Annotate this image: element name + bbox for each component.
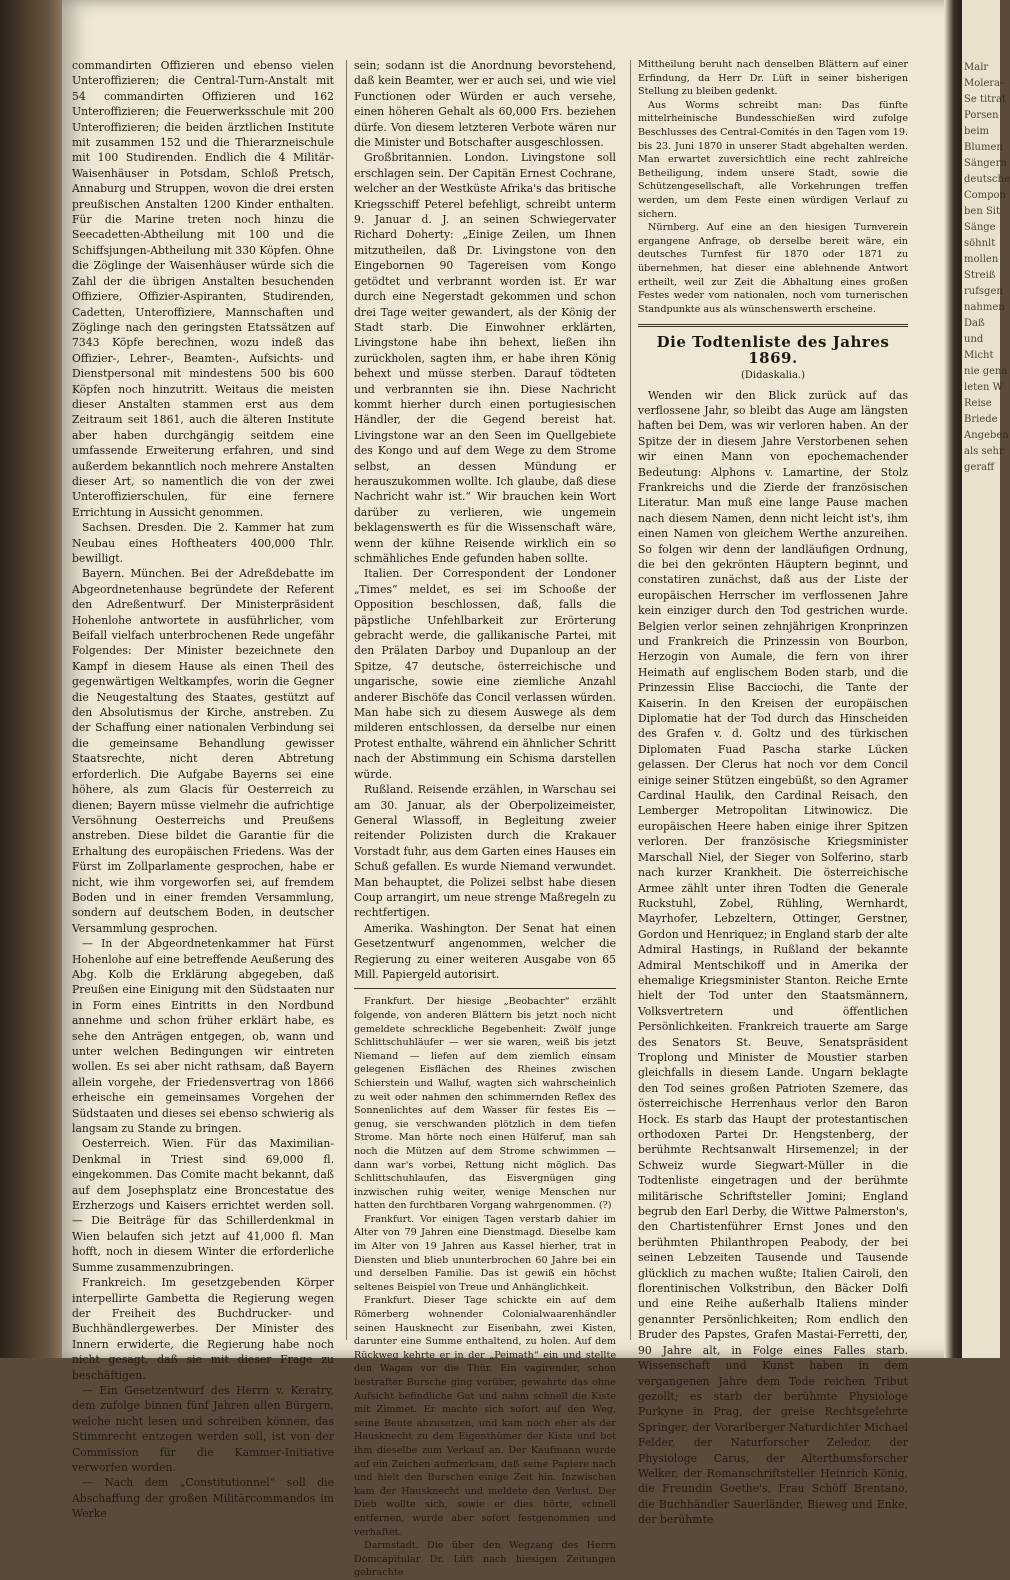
article-grossbritannien: Großbritannien. London. Livingstone soll erschlagen sein. Der Capitän Ernest Cochrane, welcher an der Westküste Afrika's das britische Kriegsschiff Peterel befehligt, schreibt unterm 9. Januar d. J. an seinen Schwiegervater Richard Doherty: „Einige Zeilen, um Ihnen mitzutheilen, daß Dr. Livingstone von den Eingebornen 90 Tagereisen vom Kongo getödtet und verbrannt worden ist. Er war durch eine Negerstadt gekommen und schon drei Tage weiter gewandert, als der König der Stadt starb. Die Einwohner erklärten, Livingstone habe ihn behext, ließen ihn zurückholen, sagten ihm, er habe ihren König behext und müsse sterben. Darauf tödteten und verbrannten sie ihn. Diese Nachricht kommt hierher durch einen portugiesischen Händler, der die Gegend bereist hat. Livingstone war an den Seen im Quellgebiete des Kongo und auf dem Wege zu dem Strome selbst, an dessen Mündung er herauszukommen wollte. Ich glaube, daß diese Nachricht wahr ist.“ Wir brauchen kein Wort darüber zu verlieren, wie ungemein beklagenswerth es für die Wissenschaft wäre, wenn der kühne Reisende wirklich ein so schmähliches Ende gefunden haben sollte. — [354, 151, 616, 565]
article-bayern: Bayern. München. Bei der Adreßdebatte im Abgeordnetenhause begründete der Referent den Adreßentwurf. Der Ministerpräsident Hohenlohe antwortete in ausführlicher, vom Beifall vielfach unterbrochenen Rede ungefähr Folgendes: Der Minister bezeichnete den Kampf in diesem Hause als einen Theil des gegenwärtigen Weltkampfes, worin die Gegner die Neugestaltung des Staates, gestützt auf den Absolutismus der Kirche, anstreben. Zu der Schaffung einer nationalen Verbindung sei die gemeinsame Behandlung gewisser Staatsrechte, nicht deren Abtretung erforderlich. Die Aufgabe Bayerns sei eine höhere, als zum Glacis für Oesterreich zu dienen; Bayern müsse vielmehr die aufrichtige Versöhnung Oesterreichs und Preußens anstreben. Diese bildet die Garantie für die Erhaltung des europäischen Friedens. Was der Fürst im Zollparlamente gesprochen, habe er nicht, wie ihm vorgeworfen sei, auf fremdem Boden und in einer fremden Versammlung, sondern auf deutschem Boden, in deutscher Versammlung gesprochen. — [72, 567, 334, 935]
article-russland: Rußland. Reisende erzählen, in Warschau sei am 30. Januar, als der Oberpolizeimeister, General Wlassoff, in Begleitung zweier reitender Polizisten durch die Krakauer Vorstadt fuhr, aus dem Garten eines Hauses ein Schuß gefallen. Es wurde Niemand verwundet. Man behauptet, die Polizei selbst habe diesen Coup arrangirt, um neue strenge Maßregeln zu rechtfertigen. — [354, 783, 616, 920]
article-bayern-hohenlohe: — In der Abgeordnetenkammer hat Fürst Hohenlohe auf eine betreffende Aeußerung des Abg. Kolb die Erklärung abgegeben, daß Preußen eine Einigung mit den Südstaaten nur in Form eines Eintritts in den Nordbund annehme und schon früher erklärt habe, es sehe den Anträgen entgegen, ob, wann und unter welchen Bedingungen wir eintreten wollen. Es sei aber nicht rathsam, daß Bayern allein vorgehe, der Friedensvertrag von 1866 erheische ein gemeinsames Vorgehen der Südstaaten und dieses sei ebenso schwierig als langsam zu Stande zu bringen. — [72, 937, 334, 1136]
column-3 — [638, 58, 908, 1527]
article-darmstadt-continued: Mittheilung beruht nach denselben Blättern auf einer Erfindung, da Herr Dr. Lüft in seiner bisherigen Stellung zu bleiben gedenkt. — [638, 59, 908, 98]
article-amerika: Amerika. Washington. Der Senat hat einen Gesetzentwurf angenommen, welcher die Regierung zu einer weiteren Ausgabe von 65 Mill. Papiergeld autorisirt. — [354, 921, 616, 981]
article-military-institutions: commandirten Offizieren und ebenso vielen Unteroffizieren; die Central-Turn-Anstalt mit 54 commandirten Offizieren und 162 Unteroffizieren; die Feuerwerksschule mit 200 Unteroffizieren; die beiden ärztlichen Institute mit zusammen 152 und die Thierarzneischule mit 100 Studirenden. Endlich die 4 Militär-Waisenhäuser in Potsdam, Schloß Pretsch, Annaburg und Struppen, wovon die drei ersten preußischen Anstalten 1200 Kinder enthalten. Für die Marine treten noch hinzu die Seecadetten-Abtheilung mit 100 und die Schiffsjungen-Abtheilung mit 330 Köpfen. Ohne die Zöglinge der Waisenhäuser würde sich die Zahl der die übrigen Anstalten besuchenden Offiziere, Offizier-Aspiranten, Studirenden, Cadetten, Unteroffiziere, Mannschaften und Zöglinge nach den geringsten Etatssätzen auf 7343 Köpfe berechnen, wozu indeß das Offizier-, Lehrer-, Beamten-, Aufsichts- und Dienstpersonal mit mindestens 500 bis 600 Köpfen noch hinzutritt. Weitaus die meisten dieser Anstalten stammen erst aus dem Zeitraum seit 1861, auch die älteren Institute aber haben durchgängig seitdem eine umfassende Erweiterung erfahren, und sind außerdem bekanntlich noch mehrere Anstalten dieser Art, so namentlich die von der zwei Unteroffizierschulen, für eine fernere Errichtung in Aussicht genommen. — [72, 59, 334, 519]
book-spine — [0, 0, 62, 1358]
column-1 — [72, 58, 334, 1521]
adjacent-page-edge — [962, 0, 1010, 1358]
article-continuation: sein; sodann ist die Anordnung bevorstehend, daß kein Beamter, wer er auch sei, und wie viel Functionen oder Würden er auch versehe, einen höheren Gehalt als 60,000 Frs. beziehen dürfe. Von diesem letzteren Verbote wären nur die Minister und Botschafter ausgeschlossen. — [354, 59, 616, 150]
article-todtenliste: Wenden wir den Blick zurück auf das verflossene Jahr, so bleibt das Auge am längsten haften bei Dem, was wir verloren haben. An der Spitze der in diesem Jahre Verstorbenen sehen wir einen Mann von epochemachender Bedeutung: Alphons v. Lamartine, der Stolz Frankreichs und die Zierde der französischen Literatur. Man muß eine lange Pause machen nach diesem Namen, denn nicht leicht ist's, ihm einen Namen von gleichem Werthe anzureihen. So folgen wir denn der landläufigen Ordnung, die bei den gekrönten Häuptern beginnt, und constatiren zunächst, daß aus der Liste der europäischen Herrscher im verflossenen Jahre kein einziger durch den Tod gestrichen wurde. Belgien verlor seinen zehnjährigen Kronprinzen und Frankreich die Prinzessin von Bourbon, Herzogin von Aumale, die fern von ihrer Heimath auf englischem Boden starb, und die Prinzessin Elise Bacciochi, die Tante der Kaiserin. In den Kreisen der europäischen Diplomatie hat der Tod durch das Hinscheiden des Grafen v. d. Goltz und des türkischen Diplomaten Fuad Pascha starke Lücken gelassen. Der Clerus hat noch vor dem Concil einige seiner Stützen eingebüßt, so den Agramer Cardinal Haulik, den Cardinal Reisach, den Lemberger Metropolitan Litwinowicz. Die europäischen Heere haben einige ihrer Spitzen verloren. Der französische Kriegsminister Marschall Niel, der Sieger von Solferino, starb nach kurzer Krankheit. Die österreichische Armee zählt unter ihren Todten die Generale Ruckstuhl, Zobel, Rühling, Wernhardt, Mayrhofer, Lebzeltern, Ottinger, Gerstner, Gordon und Henriquez; in England starb der alte Admiral Hastings, in Rußland der bekannte Admiral Mentschikoff und in Amerika der ehemalige Kriegsminister Stanton. Reiche Ernte hielt der Tod unter den Staatsmännern, Volksvertretern und öffentlichen Persönlichkeiten. Frankreich trauerte am Sarge des Senators St. Beuve, Senatspräsident Troplong und Minister de Moustier starben gleichfalls in diesem Lande. Ungarn beklagte den Tod seines großen Patrioten Szemere, das österreichische Herrenhaus verlor den Baron Hock. Es starb das Haupt der protestantischen orthodoxen Partei Dr. Hengstenberg, der berühmte Rechtsanwalt Hirsemenzel; in der Schweiz wurde Siegwart-Müller in die Todtenliste eingetragen und der berühmte militärische Schriftsteller Jomini; England begrub den Earl Derby, die Wittwe Palmerston's, den Chartistenführer Ernst Jones und den berühmten Philanthropen Peabody, der bei seinen Lebzeiten Tausende und Tausende glücklich zu machen wußte; Italien Cairoli, den florentinischen Volkstribun, den Bäcker Dolfi und eine Reihe außerhalb Italiens minder genannter Persönlichkeiten; Rom endlich den Bruder des Papstes, Grafen Mastai-Ferretti, der, 90 Jahre alt, in Folge eines Falles starb. Wissenschaft und Kunst haben in dem vergangenen Jahre dem Tode reichen Tribut gezollt; es starb der berühmte Physiologe Purkyne in Prag, der greise Rechtsgelehrte Springer, der Vorarlberger Naturdichter Michael Felder, der Naturforscher Zeledor, der Physiologe Carus, der Alterthumsforscher Welker, der Romanschriftsteller Heinrich König, die Freundin Goethe's, Frau Schöff Brentano, die Buchhändler Sauerländer, Bieweg und Enke, der berühmte — [638, 388, 908, 1527]
article-frankfurt-theft: Frankfurt. Dieser Tage schickte ein auf dem Römerberg wohnender Colonialwaarenhändler seinen Hausknecht zur Eisenbahn, zwei Kisten, darunter eine Summe enthaltend, zu holen. Auf dem Rückweg kehrte er in der „Peimath“ ein und stellte den Wagen vor die Thür. Ein vagirender, schon bestrafter Bursche ging vorüber, gewahrte das ohne Aufsicht befindliche Gut und nahm schnell die Kiste mit Zimmet. Er machte sich sofort auf den Weg, seine Beute abzusetzen, und kam noch eher als der Hausknecht zu dem Eigenthümer der Kiste und bot ihm dieselbe zum Verkauf an. Der Kaufmann wurde auf ein Zeichen aufmerksam, daß seine Papiere nach und hielt den Burschen einige Zeit hin. Inzwischen kam der Hausknecht und meldete den Verlust. Der Dieb wollte sich, sowie er dies hörte, schnell entfernen, wurde aber sofort festgenommen und verhaftet. — [354, 1295, 616, 1538]
feature-heading: Die Todtenliste des Jahres 1869. — [656, 333, 890, 367]
article-sachsen: Sachsen. Dresden. Die 2. Kammer hat zum Neubau eines Hoftheaters 400,000 Thlr. bewilligt. — [72, 521, 334, 565]
article-keratry: — Ein Gesetzentwurf des Herrn v. Keratry, dem zufolge binnen fünf Jahren allen Bürgern, welche nicht lesen und schreiben können, das Stimmrecht entzogen werden soll, ist von der Commission für die Kammer-Initiative verworfen worden. — [72, 1383, 334, 1474]
column-divider — [630, 60, 631, 1340]
article-frankreich: Frankreich. Im gesetzgebenden Körper interpellirte Gambetta die Regierung wegen der Freiheit des Buchdrucker- und Buchhändlergewerbes. Der Minister des Innern erwiderte, die Regierung habe noch nicht gesagt, daß sie mit dieser Frage zu beschäftigen. — [72, 1276, 334, 1382]
adjacent-page-text: Malr Molera- Se titrat Porsen beim Blumen Sängern deutsche Compon ben Sit Sänge söhnlt mollen Streiß rufsgen nahmen Daß und Micht nie gena leten W Reise Briede Angeben als sehr geraff — [964, 62, 1010, 473]
column-2 — [354, 58, 616, 1579]
article-frankfurt-skaters: Frankfurt. Der hiesige „Beobachter“ erzählt folgende, von anderen Blättern bis jetzt noch nicht gemeldete schreckliche Begebenheit: Zwölf junge Schlittschuhläufer — wer sie waren, weiß bis jetzt Niemand — liefen auf dem ziemlich einsam gelegenen Eisflächen des Rheines zwischen Schierstein und Walluf, wagten sich wahrscheinlich zu weit oder nahmen den schimmernden Reflex des Sonnenlichtes auf dem Wasser für festes Eis — genug, sie verschwanden plötzlich in dem tiefen Strome. Man hörte noch einen Hülferuf, man sah noch die Mützen auf dem Strome schwimmen — dann war's vorbei, Rettung nicht möglich. Das Schlittschuhlaufen, das Eisvergnügen ging inzwischen ruhig weiter, wenige Menschen nur hatten den furchtbaren Vorgang wahrgenommen. (?) — [354, 996, 616, 1212]
article-italien: Italien. Der Correspondent der Londoner „Times“ meldet, es sei im Schooße der Opposition beschlossen, daß, falls die päpstliche Unfehlbarkeit zur Erörterung gebracht werde, die gallikanische Partei, mit den Prälaten Darboy und Dupanloup an der Spitze, 47 deutsche, österreichische und ungarische, sowie eine ziemliche Anzahl anderer Bischöfe das Concil verlassen würden. Man habe sich zu diesem Auswege als dem milderen entschlossen, da derselbe nur einen Protest enthalte, während ein ähnlicher Schritt nach der Abstimmung ein Schisma darstellen würde. — [354, 567, 616, 781]
column-divider — [346, 60, 347, 1340]
article-oesterreich: Oesterreich. Wien. Für das Maximilian-Denkmal in Triest sind 69,000 fl. eingekommen. Das Comite macht bekannt, daß auf dem Josephsplatz eine Broncestatue des Erzherzogs und Kaisers errichtet werden soll. — Die Beiträge für das Schillerdenkmal in Wien belaufen sich jetzt auf 41,000 fl. Man hofft, noch in diesem Winter die erforderliche Summe zusammenzubringen. — [72, 1137, 334, 1274]
section-rule — [354, 988, 616, 989]
page-gutter — [944, 0, 962, 1358]
article-frankfurt-maid: Frankfurt. Vor einigen Tagen verstarb dahier im Alter von 79 Jahren eine Dienstmagd. Dieselbe kam im Alter von 19 Jahren aus Kassel hierher, trat in Diensten und blieb ununterbrochen 60 Jahre bei ein und derselben Familie. Das ist gewiß ein höchst seltenes Beispiel von Treue und Anhänglichkeit. — [354, 1213, 616, 1293]
section-rule — [638, 324, 908, 327]
article-nuernberg: Nürnberg. Auf eine an den hiesigen Turnverein ergangene Anfrage, ob derselbe bereit wäre, ein deutsches Turnfest für 1870 oder 1871 zu übernehmen, hat dieser eine ablehnende Antwort ertheilt, weil zur Zeit die Abhaltung eines großen Festes weder vom nationalen, noch vom turnerischen Standpunkte aus als wünschenswerth erscheine. — [638, 222, 908, 315]
article-darmstadt: Darmstadt. Die über den Wegzang des Herrn Domcapitular Dr. Lüft nach hiesigen Zeitungen gebrachte — [354, 1540, 616, 1579]
feature-source: (Didaskalia.) — [740, 370, 806, 382]
article-worms: Aus Worms schreibt man: Das fünfte mittelrheinische Bundesschießen wird zufolge Beschlusses des Central-Comités in den Tagen vom 19. bis 23. Juni 1870 in unserer Stadt abgehalten werden. Man erwartet zuversichtlich eine recht zahlreiche Betheiligung, indem unsere Stadt, sowie die Schützengesellschaft, alle Vorkehrungen treffen werden, um dem Feste einen würdigen Verlauf zu sichern. — [638, 99, 908, 220]
article-constitutionnel: — Nach dem „Constitutionnel“ soll die Abschaffung der großen Militärcommandos im Werke — [72, 1476, 334, 1521]
